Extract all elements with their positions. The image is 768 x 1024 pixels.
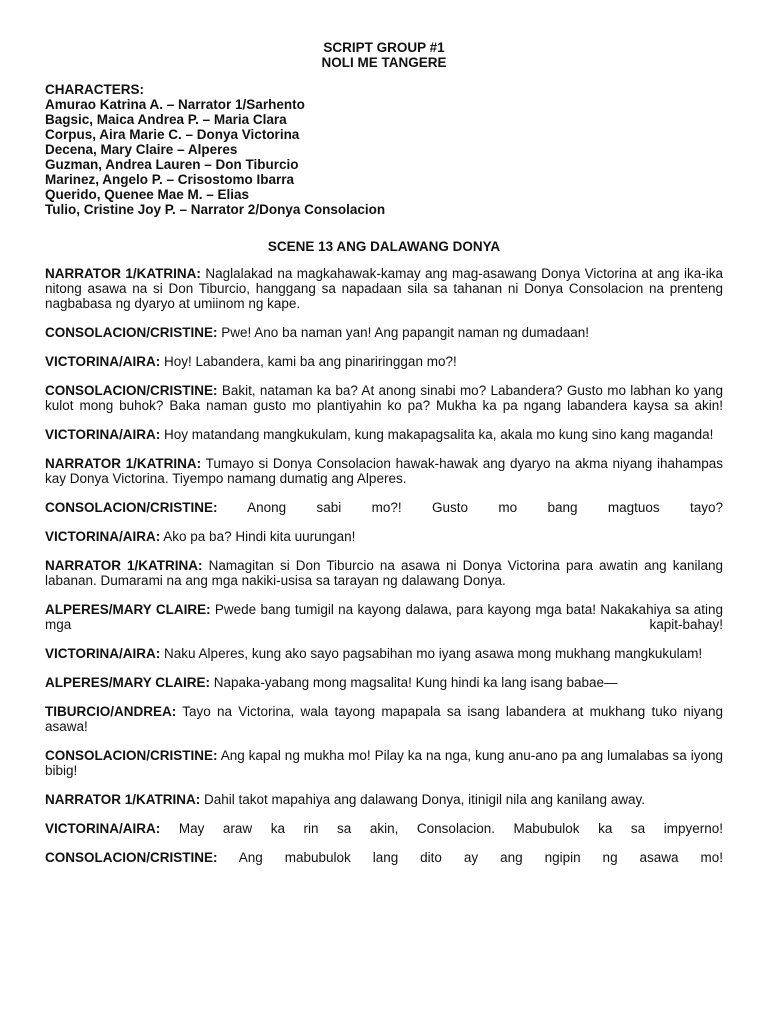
dialogue-text: Naglalakad na magkahawak-kamay ang mag-asawang Donya Victorina at ang ika-ika nitong asawa na si Don Tiburcio, hanggang sa napadaan sila sa tahanan ni Donya Consolacion na prenteng nagbabasa ng dyaryo at umiinom ng kape. [45, 266, 723, 311]
script-line [45, 850, 723, 865]
dialogue-text: Pwe! Ano ba naman yan! Ang papangit naman ng dumadaan! [221, 325, 590, 340]
speaker-label: VICTORINA/AIRA: [45, 821, 161, 836]
dialogue-text: Pwede bang tumigil na kayong dalawa, para kayong mga bata! Nakakahiya sa ating mga kapit-bahay! [45, 602, 723, 632]
script-line [45, 354, 723, 369]
script-line [45, 266, 723, 311]
speaker-label: ALPERES/MARY CLAIRE: [45, 602, 211, 617]
dialogue-text: Hoy! Labandera, kami ba ang pinariringgan mo?! [164, 354, 457, 369]
speaker-label: NARRATOR 1/KATRINA: [45, 558, 203, 573]
character-item: Amurao Katrina A. – Narrator 1/Sarhento [45, 97, 305, 112]
dialogue-text: Ako pa ba? Hindi kita uurungan! [163, 529, 356, 544]
speaker-label: CONSOLACION/CRISTINE: [45, 748, 218, 763]
dialogue-text: Napaka-yabang mong magsalita! Kung hindi ka lang isang babae— [213, 675, 618, 690]
script-body [45, 266, 723, 865]
dialogue-text: Anong sabi mo?! Gusto mo bang magtuos tayo? [247, 500, 723, 515]
character-item: Guzman, Andrea Lauren – Don Tiburcio [45, 157, 299, 172]
scene-title: SCENE 13 ANG DALAWANG DONYA [267, 239, 501, 254]
speaker-label: VICTORINA/AIRA: [45, 529, 161, 544]
dialogue-text: Hoy matandang mangkukulam, kung makapagsalita ka, akala mo kung sino kang maganda! [164, 427, 714, 442]
speaker-label: NARRATOR 1/KATRINA: [45, 266, 201, 281]
script-line [45, 529, 723, 544]
speaker-label: ALPERES/MARY CLAIRE: [45, 675, 211, 690]
dialogue-text: Tumayo si Donya Consolacion hawak-hawak ang dyaryo na akma niyang ihahampas kay Donya Victorina. Tiyempo namang dumatig ang Alperes. [45, 456, 723, 486]
character-item: Marinez, Angelo P. – Crisostomo Ibarra [45, 172, 295, 187]
speaker-label: VICTORINA/AIRA: [45, 427, 161, 442]
script-line [45, 704, 723, 734]
dialogue-text: Ang kapal ng mukha mo! Pilay ka na nga, kung anu-ano pa ang lumalabas sa iyong bibig! [45, 748, 723, 778]
document-page [45, 40, 723, 865]
dialogue-text: Bakit, nataman ka ba? At anong sinabi mo? Labandera? Gusto mo labhan ko yang kulot mong buhok? Baka naman gusto mo plantiyahin ko pa? Mukha ka pa ngang labandera kaysa sa akin! [45, 383, 723, 413]
dialogue-text: Tayo na Victorina, wala tayong mapapala sa isang labandera at mukhang tuko niyang asawa! [45, 704, 723, 734]
character-item: Querido, Quenee Mae M. – Elias [45, 187, 250, 202]
script-line [45, 325, 723, 340]
script-line [45, 821, 723, 836]
characters-heading: CHARACTERS: [45, 82, 144, 97]
script-line [45, 675, 723, 690]
script-line [45, 792, 723, 807]
character-item: Tulio, Cristine Joy P. – Narrator 2/Donya Consolacion [45, 202, 386, 217]
dialogue-text: Naku Alperes, kung ako sayo pagsabihan mo iyang asawa mong mukhang mangkukulam! [164, 646, 703, 661]
script-group-title: SCRIPT GROUP #1 [323, 40, 445, 55]
speaker-label: TIBURCIO/ANDREA: [45, 704, 177, 719]
script-line [45, 646, 723, 661]
script-line [45, 602, 723, 632]
character-item: Corpus, Aira Marie C. – Donya Victorina [45, 127, 300, 142]
script-line [45, 383, 723, 413]
script-line [45, 748, 723, 778]
speaker-label: CONSOLACION/CRISTINE: [45, 850, 218, 865]
script-line [45, 427, 723, 442]
dialogue-text: Dahil takot mapahiya ang dalawang Donya, itinigil nila ang kanilang away. [204, 792, 646, 807]
script-line [45, 456, 723, 486]
speaker-label: CONSOLACION/CRISTINE: [45, 325, 218, 340]
characters-list [45, 97, 723, 217]
script-line [45, 558, 723, 588]
speaker-label: NARRATOR 1/KATRINA: [45, 456, 202, 471]
speaker-label: NARRATOR 1/KATRINA: [45, 792, 201, 807]
character-item: Decena, Mary Claire – Alperes [45, 142, 238, 157]
dialogue-text: Ang mabubulok lang dito ay ang ngipin ng asawa mo! [238, 850, 724, 865]
speaker-label: CONSOLACION/CRISTINE: [45, 383, 218, 398]
script-line [45, 500, 723, 515]
speaker-label: VICTORINA/AIRA: [45, 646, 161, 661]
play-title: NOLI ME TANGERE [321, 55, 447, 70]
speaker-label: VICTORINA/AIRA: [45, 354, 161, 369]
character-item: Bagsic, Maica Andrea P. – Maria Clara [45, 112, 287, 127]
speaker-label: CONSOLACION/CRISTINE: [45, 500, 218, 515]
dialogue-text: Namagitan si Don Tiburcio na asawa ni Donya Victorina para awatin ang kanilang labanan. Dumarami na ang mga nakiki-usisa sa tarayan ng dalawang Donya. [45, 558, 723, 588]
dialogue-text: May araw ka rin sa akin, Consolacion. Mabubulok ka sa impyerno! [178, 821, 723, 836]
